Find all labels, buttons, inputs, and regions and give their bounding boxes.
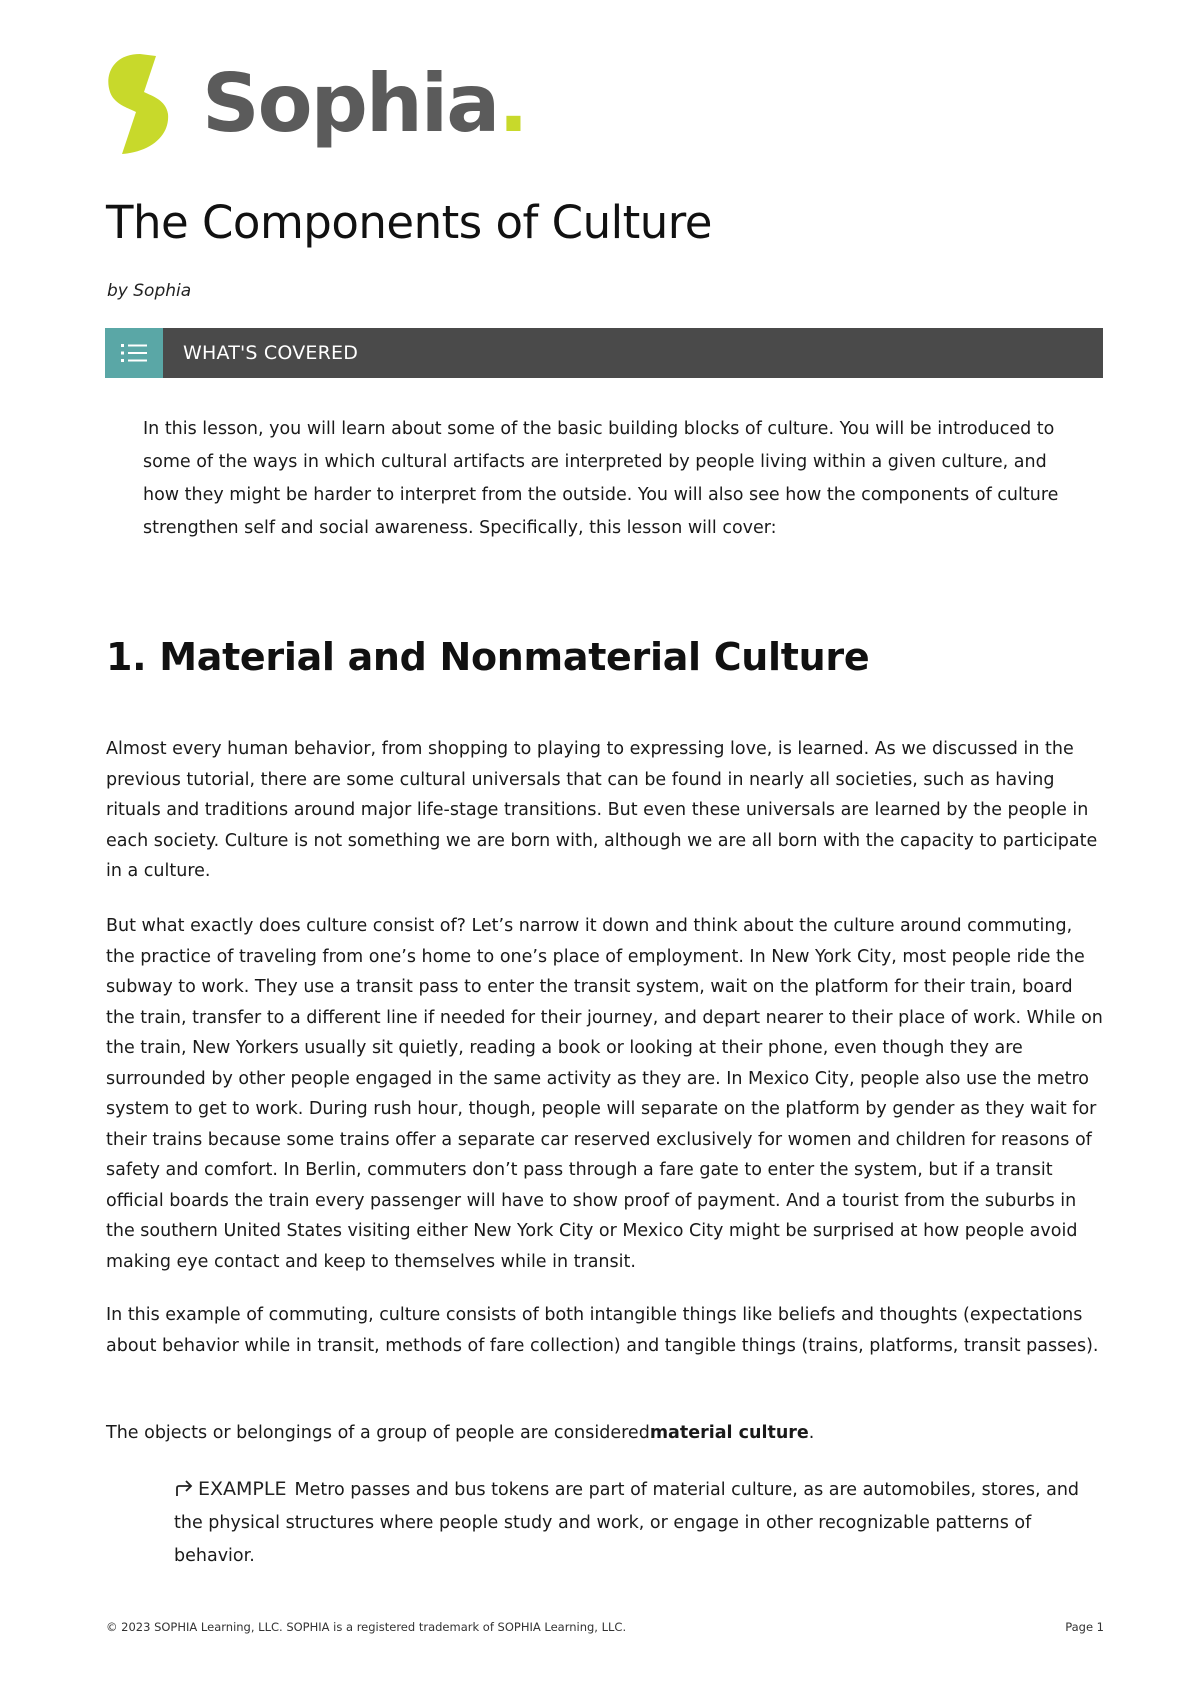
section-heading: 1. Material and Nonmaterial Culture <box>106 635 870 679</box>
sophia-wordmark <box>202 57 527 150</box>
footer-copyright: © 2023 SOPHIA Learning, LLC. SOPHIA is a registered trademark of SOPHIA Learning, LLC. <box>106 1620 627 1634</box>
list-icon <box>119 341 149 365</box>
page-title: The Components of Culture <box>106 196 712 249</box>
arrow-icon <box>174 1479 194 1497</box>
example-text: Metro passes and bus tokens are part of material culture, as are automobiles, stores, and the physical structures where people study and work, or engage in other recognizable patterns of behavior. <box>174 1480 1080 1566</box>
sophia-wordmark-dot: . <box>498 57 527 150</box>
whats-covered-label: WHAT'S COVERED <box>183 342 359 364</box>
body-paragraph: In this example of commuting, culture consists of both intangible things like beliefs and thoughts (expectations about behavior while in transit, methods of fare collection) and tangible things (trains, platforms, transit passes). <box>106 1305 1099 1356</box>
definition-suffix: . <box>808 1423 815 1443</box>
example-block <box>174 1473 1104 1573</box>
definition-prefix: The objects or belongings of a group of people are considered <box>106 1423 650 1443</box>
sophia-logo <box>100 52 527 156</box>
sophia-logo-mark-icon <box>100 52 178 156</box>
body-paragraph: Almost every human behavior, from shopping to playing to expressing love, is learned. As we discussed in the previous tutorial, there are some cultural universals that can be found in nearly all societies, such as having rituals and traditions around major life-stage transitions. But even these universals are learned by the people in each society. Culture is not something we are born with, although we are all born with the capacity to participate in a culture. <box>106 739 1098 881</box>
byline: by Sophia <box>107 281 192 301</box>
sophia-wordmark-text: Sophia <box>202 57 499 150</box>
definition-term: material culture <box>649 1423 809 1443</box>
example-label: EXAMPLE <box>198 1478 287 1500</box>
definition-paragraph <box>106 1418 1106 1449</box>
body-paragraph: But what exactly does culture consist of? Let’s narrow it down and think about the culture around commuting, the practice of traveling from one’s home to one’s place of employment. In New York City, most people ride the subway to work. They use a transit pass to enter the transit system, wait on the platform for their train, board the train, transfer to a different line if needed for their journey, and depart nearer to their place of work. While on the train, New Yorkers usually sit quietly, reading a book or looking at their phone, even though they are surrounded by other people engaged in the same activity as they are. In Mexico City, people also use the metro system to get to work. During rush hour, though, people will separate on the platform by gender as they wait for their trains because some trains offer a separate car reserved exclusively for women and children for reasons of safety and comfort. In Berlin, commuters don’t pass through a fare gate to enter the system, but if a transit official boards the train every passenger will have to show proof of payment. And a tourist from the suburbs in the southern United States visiting either New York City or Mexico City might be surprised at how people avoid making eye contact and keep to themselves while in transit. <box>106 916 1103 1272</box>
whats-covered-icon-box <box>105 328 163 378</box>
footer-page-number: Page 1 <box>1065 1620 1104 1634</box>
whats-covered-bar <box>105 328 1103 378</box>
whats-covered-text: In this lesson, you will learn about some of the basic building blocks of culture. You will be introduced to some of the ways in which cultural artifacts are interpreted by people living within a given culture, and how they might be harder to interpret from the outside. You will also see how the components of culture strengthen self and social awareness. Specifically, this lesson will cover: <box>143 419 1059 538</box>
